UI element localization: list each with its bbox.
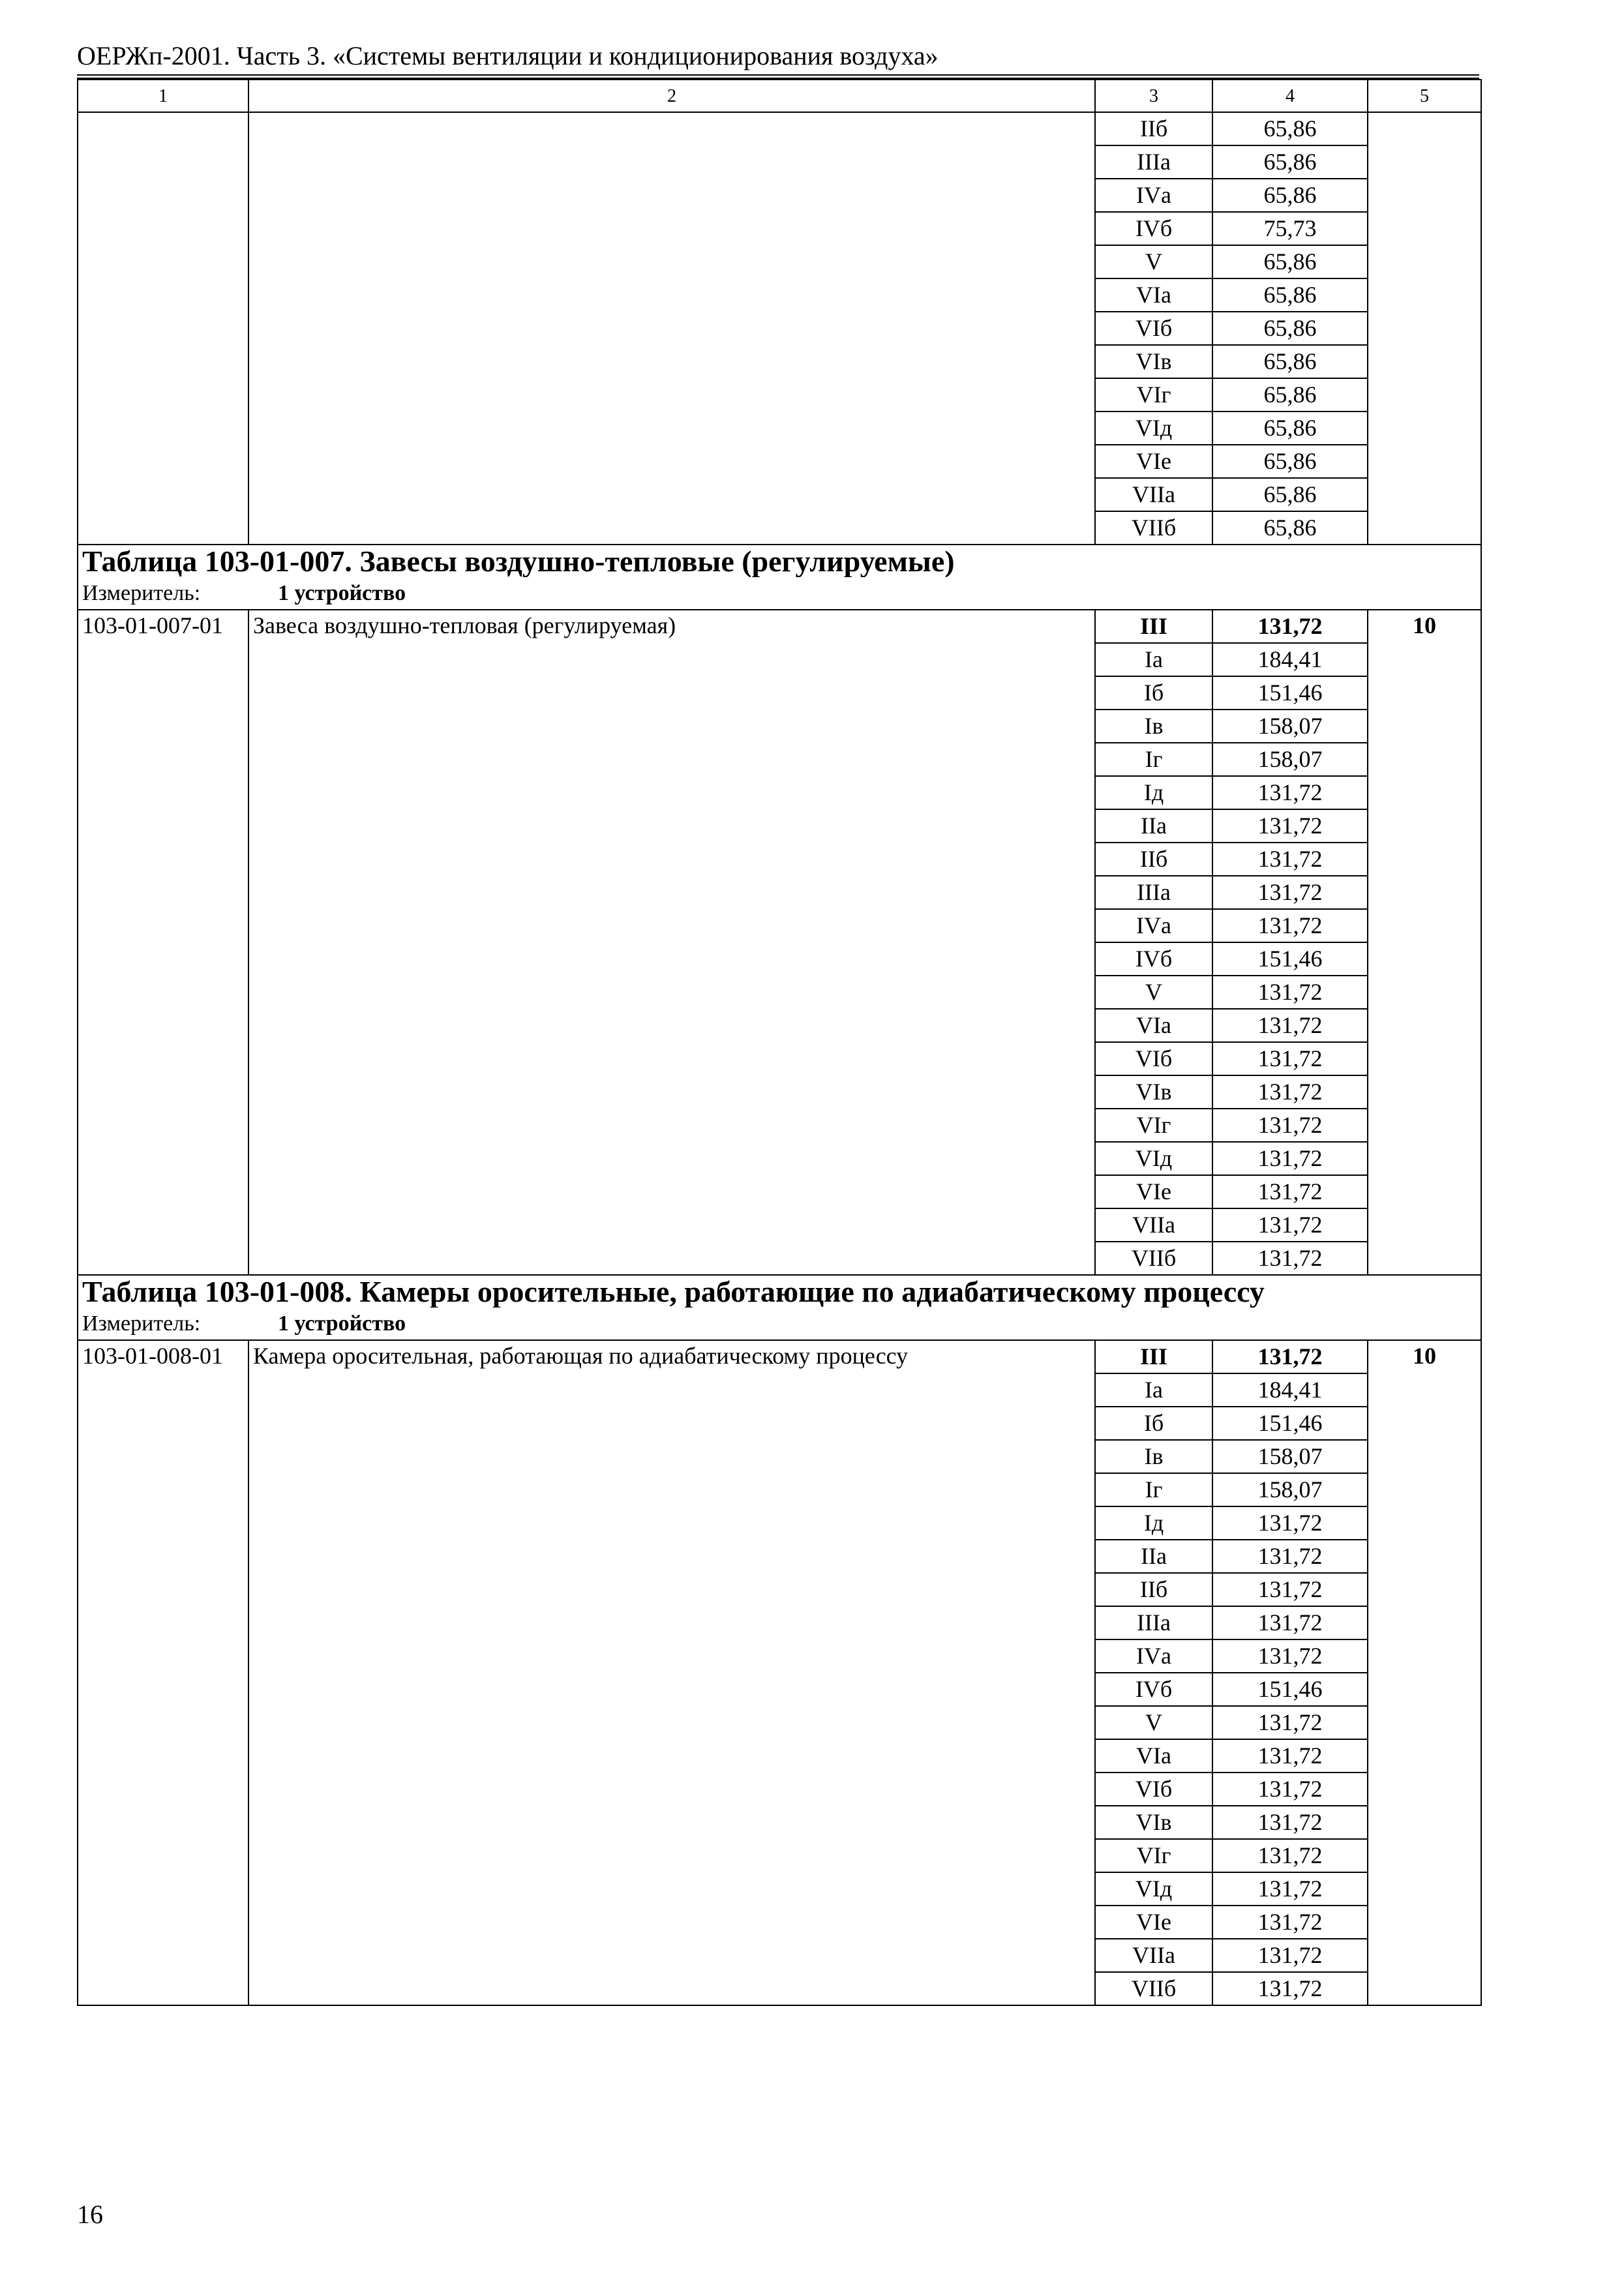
zone-cell: IIа xyxy=(1095,809,1212,843)
code-cell: 103-01-008-01 xyxy=(78,1340,248,2005)
value-cell: 131,72 xyxy=(1212,843,1368,876)
zone-cell: IIIа xyxy=(1095,145,1212,179)
section-title: Таблица 103-01-007. Завесы воздушно-тепловые (регулируемые) xyxy=(78,545,1481,577)
value-cell: 131,72 xyxy=(1212,1972,1368,2005)
zone-cell: VIIа xyxy=(1095,1208,1212,1242)
value-cell: 131,72 xyxy=(1212,1075,1368,1109)
value-cell: 151,46 xyxy=(1212,1673,1368,1706)
col5-cell: 10 xyxy=(1368,1340,1481,2005)
zone-cell: IVа xyxy=(1095,909,1212,942)
price-table-body xyxy=(78,80,1481,2005)
zone-cell: VIе xyxy=(1095,445,1212,478)
value-cell: 131,72 xyxy=(1212,1506,1368,1540)
zone-cell: IIIа xyxy=(1095,876,1212,909)
value-cell: 131,72 xyxy=(1212,1242,1368,1275)
value-cell: 65,86 xyxy=(1212,445,1368,478)
zone-cell: VIIб xyxy=(1095,1972,1212,2005)
zone-cell: Iг xyxy=(1095,1473,1212,1506)
zone-cell: V xyxy=(1095,976,1212,1009)
zone-cell: IVа xyxy=(1095,179,1212,212)
value-cell: 131,72 xyxy=(1212,1839,1368,1872)
zone-cell: VIа xyxy=(1095,1009,1212,1042)
table-row xyxy=(78,610,1481,643)
value-cell: 131,72 xyxy=(1212,1739,1368,1773)
column-number: 5 xyxy=(1368,80,1481,112)
meter-row xyxy=(78,1308,1481,1340)
zone-cell: Iг xyxy=(1095,743,1212,776)
zone-cell: IVа xyxy=(1095,1639,1212,1673)
zone-cell: Iа xyxy=(1095,643,1212,676)
value-cell: 131,72 xyxy=(1212,1142,1368,1175)
table-row xyxy=(78,1340,1481,1373)
zone-cell: IVб xyxy=(1095,212,1212,245)
value-cell: 184,41 xyxy=(1212,1373,1368,1407)
zone-cell: IIIа xyxy=(1095,1606,1212,1639)
value-cell: 131,72 xyxy=(1212,776,1368,809)
zone-cell: VIа xyxy=(1095,1739,1212,1773)
column-number: 3 xyxy=(1095,80,1212,112)
zone-cell: Iд xyxy=(1095,1506,1212,1540)
value-cell: 131,72 xyxy=(1212,1706,1368,1739)
meter-label: Измеритель: xyxy=(82,1311,201,1336)
value-cell: 65,86 xyxy=(1212,345,1368,378)
zone-cell: Iб xyxy=(1095,676,1212,710)
value-cell: 131,72 xyxy=(1212,1208,1368,1242)
zone-cell: VIб xyxy=(1095,312,1212,345)
page-number: 16 xyxy=(77,2200,103,2229)
value-cell: 131,72 xyxy=(1212,1109,1368,1142)
value-cell: 65,86 xyxy=(1212,411,1368,445)
value-cell: 131,72 xyxy=(1212,909,1368,942)
column-number: 1 xyxy=(78,80,248,112)
zone-cell: IIб xyxy=(1095,843,1212,876)
value-cell: 65,86 xyxy=(1212,378,1368,411)
zone-cell: VIе xyxy=(1095,1906,1212,1939)
value-cell: 131,72 xyxy=(1212,1042,1368,1075)
zone-cell: VIб xyxy=(1095,1042,1212,1075)
name-cell xyxy=(248,112,1095,545)
value-cell: 131,72 xyxy=(1212,610,1368,643)
zone-cell: III xyxy=(1095,1340,1212,1373)
value-cell: 158,07 xyxy=(1212,743,1368,776)
meter-cell xyxy=(78,577,1481,610)
value-cell: 65,86 xyxy=(1212,179,1368,212)
zone-cell: III xyxy=(1095,610,1212,643)
value-cell: 184,41 xyxy=(1212,643,1368,676)
zone-cell: IIб xyxy=(1095,112,1212,145)
zone-cell: VIв xyxy=(1095,345,1212,378)
zone-cell: V xyxy=(1095,245,1212,278)
value-cell: 75,73 xyxy=(1212,212,1368,245)
value-cell: 131,72 xyxy=(1212,1872,1368,1906)
zone-cell: VIа xyxy=(1095,278,1212,312)
zone-cell: IIа xyxy=(1095,1540,1212,1573)
zone-cell: IVб xyxy=(1095,942,1212,976)
col5-cell xyxy=(1368,112,1481,545)
zone-cell: Iв xyxy=(1095,1440,1212,1473)
value-cell: 65,86 xyxy=(1212,145,1368,179)
value-cell: 131,72 xyxy=(1212,1773,1368,1806)
price-table xyxy=(77,79,1482,2006)
value-cell: 131,72 xyxy=(1212,1806,1368,1839)
value-cell: 65,86 xyxy=(1212,478,1368,511)
zone-cell: IIб xyxy=(1095,1573,1212,1606)
zone-cell: VIIб xyxy=(1095,1242,1212,1275)
value-cell: 131,72 xyxy=(1212,809,1368,843)
zone-cell: VIг xyxy=(1095,1109,1212,1142)
zone-cell: VIд xyxy=(1095,1872,1212,1906)
name-cell: Завеса воздушно-тепловая (регулируемая) xyxy=(248,610,1095,1275)
zone-cell: VIв xyxy=(1095,1075,1212,1109)
value-cell: 131,72 xyxy=(1212,1939,1368,1972)
zone-cell: VIе xyxy=(1095,1175,1212,1208)
name-cell: Камера оросительная, работающая по адиабатическому процессу xyxy=(248,1340,1095,2005)
meter-cell xyxy=(78,1308,1481,1340)
table-row xyxy=(78,112,1481,145)
section-title-row xyxy=(78,545,1481,577)
value-cell: 151,46 xyxy=(1212,942,1368,976)
zone-cell: Iд xyxy=(1095,776,1212,809)
zone-cell: VIIа xyxy=(1095,478,1212,511)
section-title-row xyxy=(78,1275,1481,1308)
value-cell: 65,86 xyxy=(1212,511,1368,545)
zone-cell: VIIб xyxy=(1095,511,1212,545)
value-cell: 131,72 xyxy=(1212,1639,1368,1673)
column-number: 4 xyxy=(1212,80,1368,112)
meter-label: Измеритель: xyxy=(82,581,201,605)
code-cell: 103-01-007-01 xyxy=(78,610,248,1275)
zone-cell: VIд xyxy=(1095,411,1212,445)
value-cell: 131,72 xyxy=(1212,1606,1368,1639)
meter-value: 1 устройство xyxy=(278,1311,406,1336)
value-cell: 65,86 xyxy=(1212,312,1368,345)
zone-cell: V xyxy=(1095,1706,1212,1739)
zone-cell: Iв xyxy=(1095,710,1212,743)
value-cell: 131,72 xyxy=(1212,1540,1368,1573)
zone-cell: IVб xyxy=(1095,1673,1212,1706)
value-cell: 131,72 xyxy=(1212,1175,1368,1208)
value-cell: 131,72 xyxy=(1212,1906,1368,1939)
value-cell: 65,86 xyxy=(1212,245,1368,278)
value-cell: 151,46 xyxy=(1212,676,1368,710)
meter-value: 1 устройство xyxy=(278,581,406,605)
section-title: Таблица 103-01-008. Камеры оросительные, работающие по адиабатическому процессу xyxy=(78,1275,1481,1308)
page-header-title: ОЕРЖп-2001. Часть 3. «Системы вентиляции и кондиционирования воздуха» xyxy=(77,41,939,70)
zone-cell: VIг xyxy=(1095,378,1212,411)
col5-cell: 10 xyxy=(1368,610,1481,1275)
zone-cell: Iб xyxy=(1095,1407,1212,1440)
value-cell: 65,86 xyxy=(1212,278,1368,312)
value-cell: 131,72 xyxy=(1212,1340,1368,1373)
value-cell: 65,86 xyxy=(1212,112,1368,145)
value-cell: 131,72 xyxy=(1212,1573,1368,1606)
header-double-rule xyxy=(77,74,1479,79)
zone-cell: VIIа xyxy=(1095,1939,1212,1972)
value-cell: 158,07 xyxy=(1212,710,1368,743)
value-cell: 131,72 xyxy=(1212,1009,1368,1042)
zone-cell: VIд xyxy=(1095,1142,1212,1175)
value-cell: 158,07 xyxy=(1212,1440,1368,1473)
value-cell: 131,72 xyxy=(1212,876,1368,909)
column-number-row xyxy=(78,80,1481,112)
value-cell: 131,72 xyxy=(1212,976,1368,1009)
zone-cell: Iа xyxy=(1095,1373,1212,1407)
value-cell: 151,46 xyxy=(1212,1407,1368,1440)
value-cell: 158,07 xyxy=(1212,1473,1368,1506)
column-number: 2 xyxy=(248,80,1095,112)
zone-cell: VIг xyxy=(1095,1839,1212,1872)
zone-cell: VIб xyxy=(1095,1773,1212,1806)
meter-row xyxy=(78,577,1481,610)
zone-cell: VIв xyxy=(1095,1806,1212,1839)
code-cell xyxy=(78,112,248,545)
